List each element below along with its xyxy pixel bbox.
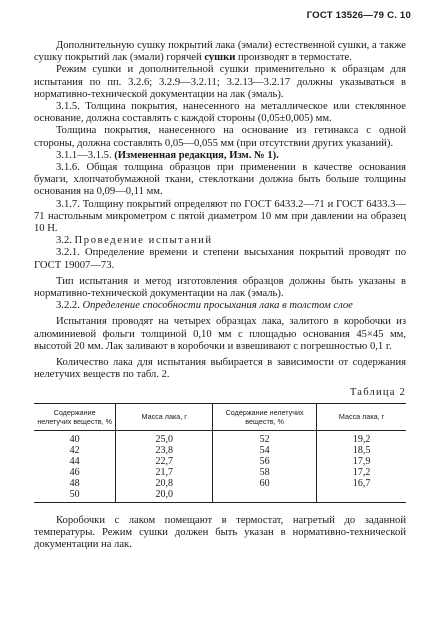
paragraph: Количество лака для испытания выбирается в зависимости от содержания нелетучих веществ по табл. 2. xyxy=(34,357,406,381)
text-run: Дополнительную сушку покрытий лака (эмали) естественной сушки, а также сушку покрытий лак (эмали) горячей xyxy=(34,40,406,64)
column-header: Содержание нелетучих веществ, % xyxy=(34,403,116,430)
table-cell: 18,5 xyxy=(317,445,406,456)
paragraph xyxy=(34,300,406,312)
table-cell xyxy=(213,489,317,503)
table-cell: 16,7 xyxy=(317,478,406,489)
table-title: Таблица 2 xyxy=(349,387,406,399)
table-cell: 46 xyxy=(69,466,80,478)
paragraph: 3.1.7. Толщину покрытий определяют по ГОСТ 6433.2—71 и ГОСТ 6433.3—71 настольным микрометром с пятой диаметром 10 мм при давлении на образец 10 Н. xyxy=(34,198,406,235)
column-header: Содержание нелетучих веществ, % xyxy=(213,403,317,430)
text-run: 3.2. xyxy=(56,235,75,247)
column-header: Масса лака, г xyxy=(116,403,213,430)
paragraph xyxy=(34,150,406,162)
table-cell: 23,8 xyxy=(116,445,213,456)
table-row xyxy=(34,456,406,467)
table-row xyxy=(34,478,406,489)
table-cell: 21,7 xyxy=(116,467,213,478)
table-cell: 48 xyxy=(69,477,80,489)
table-cell: 22,7 xyxy=(116,456,213,467)
table-cell: 44 xyxy=(69,455,80,467)
table-cell: 25,0 xyxy=(116,430,213,445)
table-row xyxy=(34,467,406,478)
table-row xyxy=(34,445,406,456)
table-cell xyxy=(317,489,406,503)
table-cell: 40 xyxy=(69,433,80,445)
paragraph: Коробочки с лаком помещают в термостат, нагретый до заданной температуры. Режим сушки должен быть указан в нормативно-технической документации на лак. xyxy=(34,514,406,551)
table-cell: 52 xyxy=(213,430,317,445)
section-heading xyxy=(34,235,406,247)
text-run: 3.1.1—3.1.5. xyxy=(56,149,115,161)
table-cell: 58 xyxy=(213,467,317,478)
table-cell: 20,8 xyxy=(116,478,213,489)
table-cell: 54 xyxy=(213,445,317,456)
column-header: Масса лака, г xyxy=(317,403,406,430)
page-header: ГОСТ 13526—79 С. 10 xyxy=(306,10,411,21)
amendment-note: (Измененная редакция, Изм. № 1). xyxy=(114,149,279,161)
table-cell: 17,9 xyxy=(317,456,406,467)
table-cell: 60 xyxy=(213,478,317,489)
paragraph: 3.1.5. Толщина покрытия, нанесенного на металлическое или стеклянное основание, должна составлять с каждой стороны (0,05±0,005) мм. xyxy=(34,101,406,125)
paragraph: 3.1.6. Общая толщина образцов при применении в качестве основания бумаги, хлопчатобумажной ткани, стеклоткани должна быть больше толщины основания на 0,09—0,11 мм. xyxy=(34,162,406,198)
paragraph: Тип испытания и метод изготовления образцов должны быть указаны в нормативно-технической документации на лак (эмаль). xyxy=(34,275,406,300)
paragraph: Испытания проводят на четырех образцах лака, залитого в коробочки из алюминиевой фольги толщиной 0,10 мм с площадью основания 45×45 мм, высотой 20 мм. Лак заливают в коробочки и взвешивают с погрешностью 0,1 г. xyxy=(34,316,406,352)
table-row xyxy=(34,489,406,503)
table-cell: 56 xyxy=(213,456,317,467)
text-run: 3.2.2. xyxy=(56,300,83,312)
table-cell: 50 xyxy=(34,489,116,503)
paragraph xyxy=(34,40,406,64)
table-cell: 19,2 xyxy=(317,430,406,445)
bold-text: сушки xyxy=(204,52,236,64)
table-cell: 17,2 xyxy=(317,467,406,478)
paragraph: Толщина покрытия, нанесенного на основание из гетинакса с одной стороны, должна составлять 0,05—0,055 мм (при отсутствии других указаний). xyxy=(34,125,406,149)
italic-heading: Определение способности просыхания лака в толстом слое xyxy=(82,300,353,312)
text-run: производят в термостате. xyxy=(235,52,352,64)
data-table xyxy=(34,403,406,503)
table-row xyxy=(34,430,406,445)
table-cell: 20,0 xyxy=(116,489,213,503)
table-cell: 42 xyxy=(69,444,80,456)
table-header-row xyxy=(34,403,406,430)
body-text xyxy=(34,40,406,551)
spaced-heading: Проведение испытаний xyxy=(74,235,213,247)
paragraph: 3.2.1. Определение времени и степени высыхания покрытий проводят по ГОСТ 19007—73. xyxy=(34,247,406,271)
paragraph: Режим сушки и дополнительной сушки применительно к образцам для испытания по пп. 3.2.6; 3.2.9—3.2.11; 3.2.13—3.2.17 должны указываться в нормативно-технической документации на лак (эмаль). xyxy=(34,64,406,100)
